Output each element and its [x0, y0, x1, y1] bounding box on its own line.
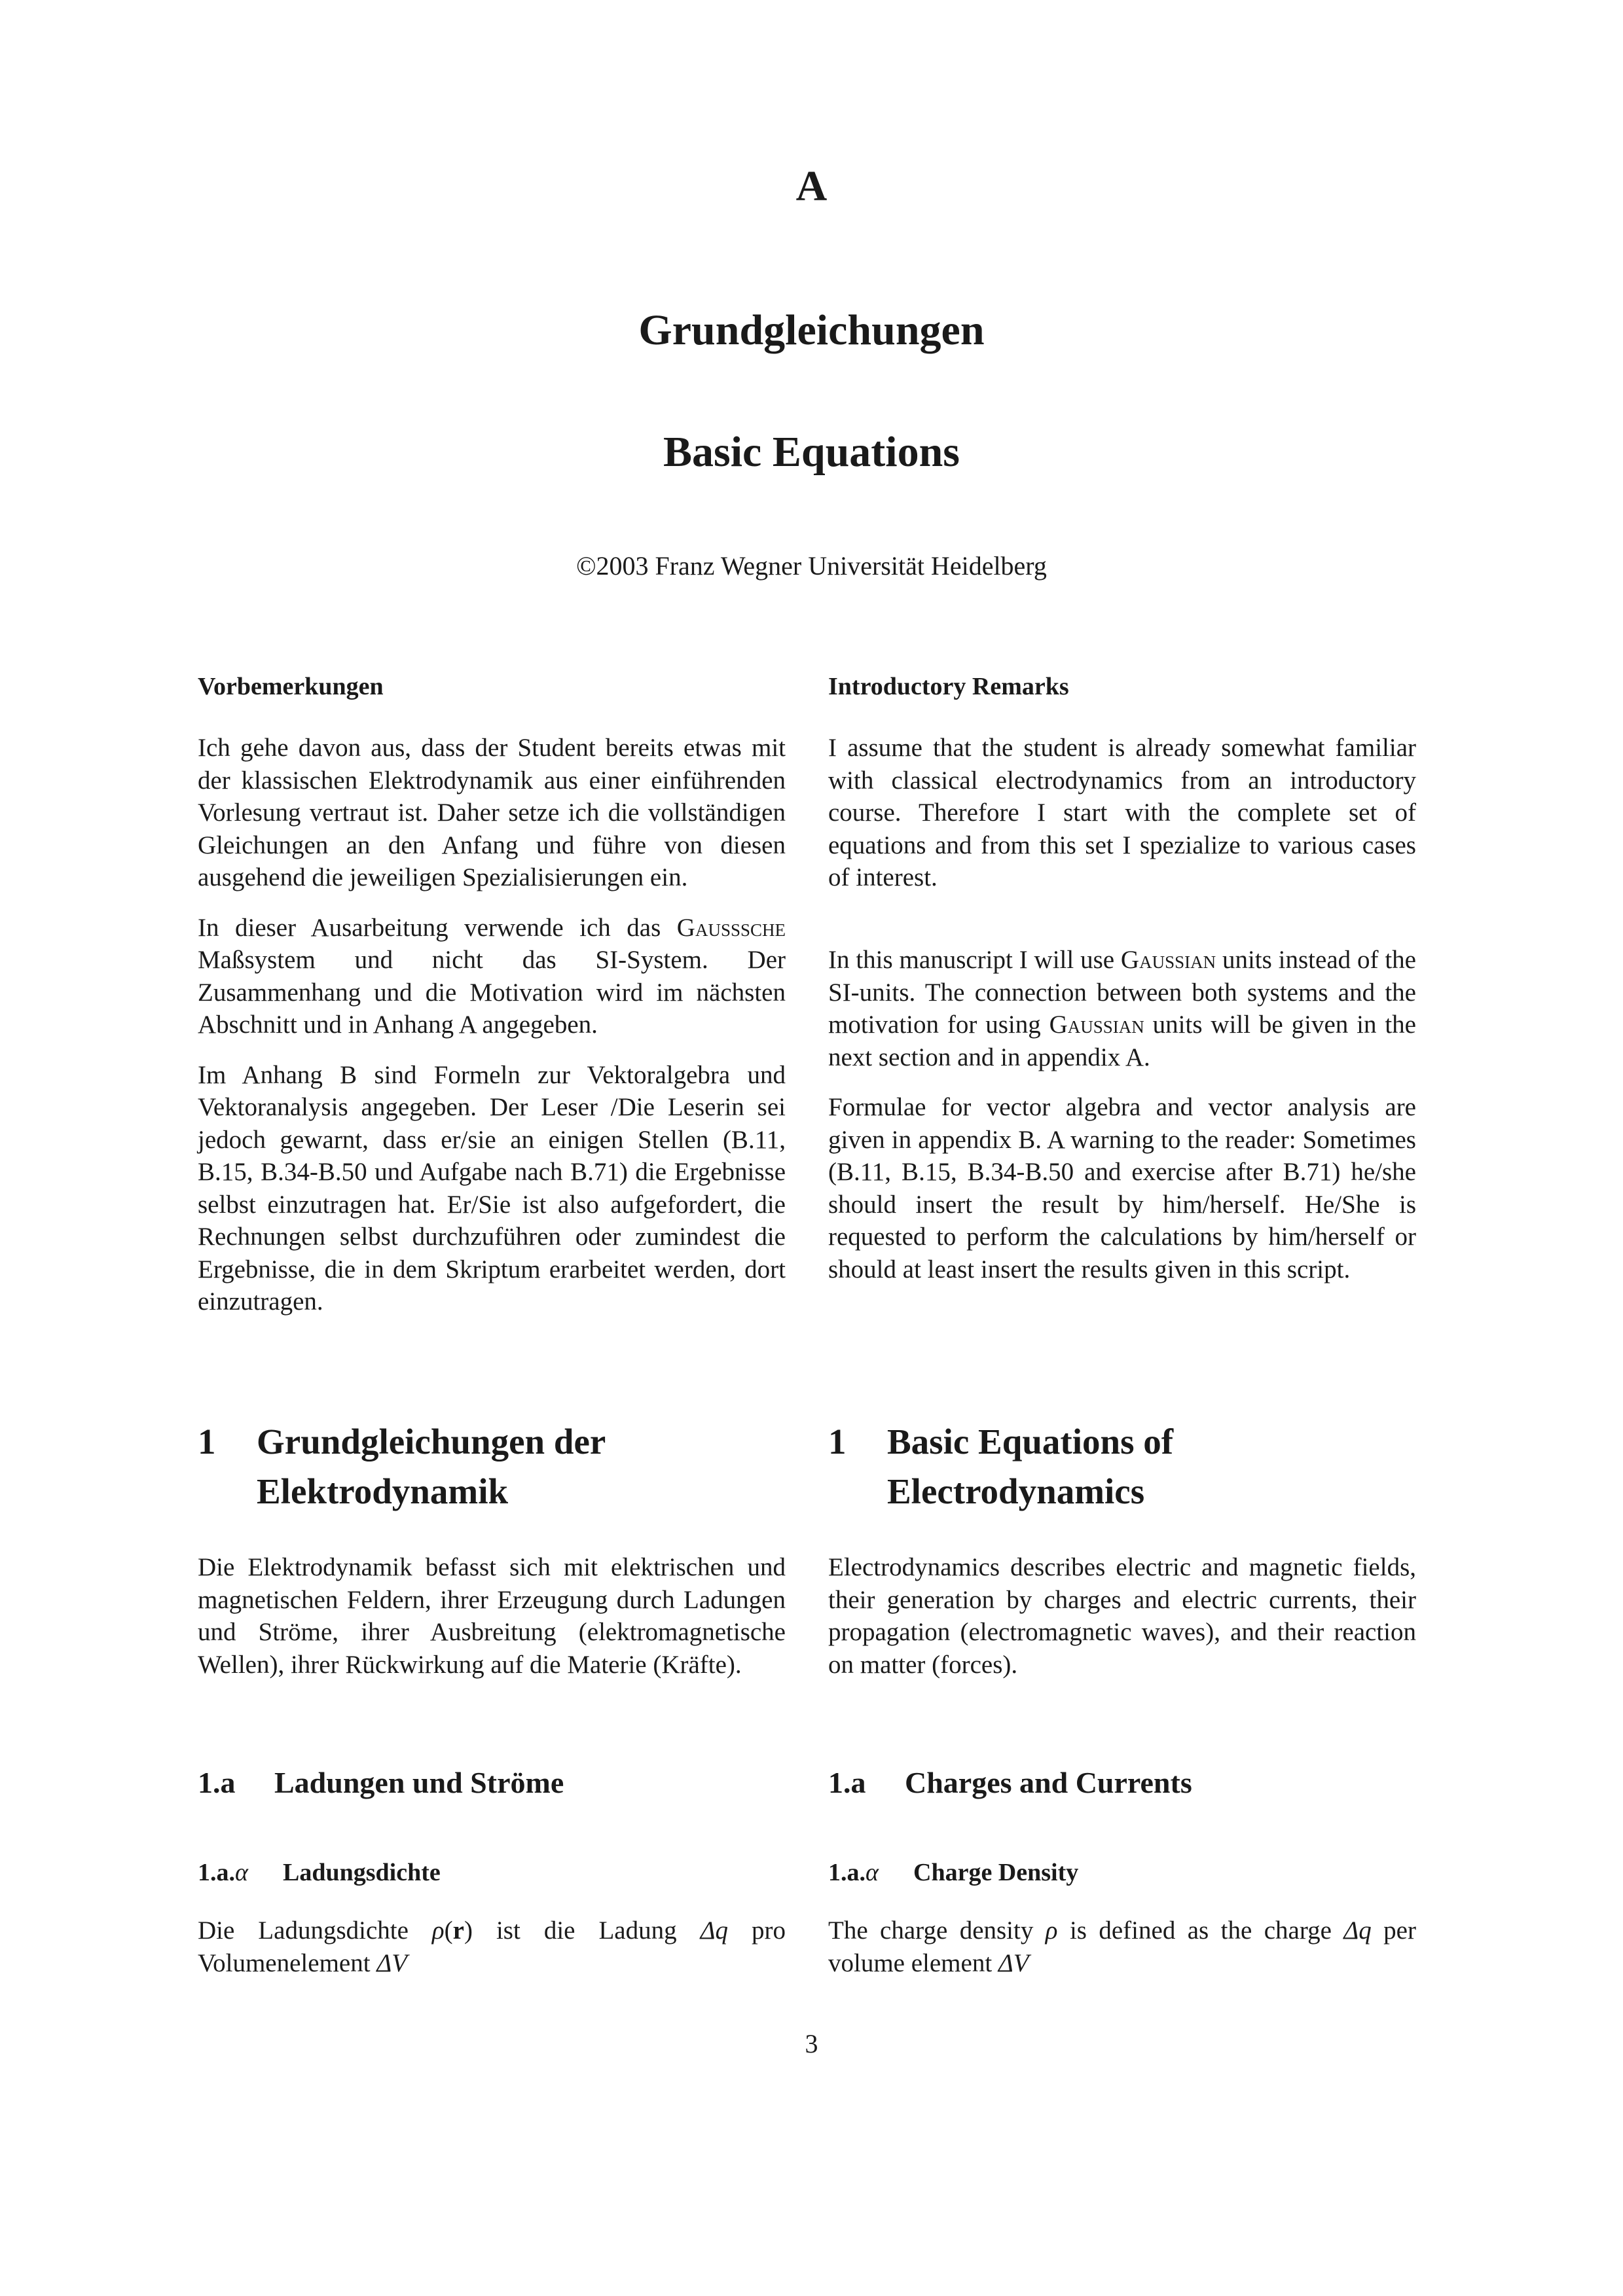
section-title-english: Basic Equations of Electrodynamics: [887, 1422, 1174, 1511]
gaussian-smallcaps-2: Gaussian: [1049, 1011, 1144, 1039]
subsection-number: 1.a: [198, 1766, 236, 1799]
remarks-paragraph-english-3: Formulae for vector algebra and vector analysis are given in appendix B. A warning to the reader: Sometimes (B.11, B.15, B.34-B.50 and exercise after B.71) he/she should insert the result by him/herself. He/She is requested to perform the calculations by him/herself or should at least insert the results given in this script.: [828, 1093, 1416, 1283]
subsection-heading-german: [198, 1768, 786, 1798]
subsection-number: 1.a: [828, 1766, 866, 1799]
charge-density-text-german: Die Ladungsdichte ρ(r) ist die Ladung Δq pro Volumenelement ΔV: [198, 1916, 786, 1977]
subsection-title-german: Ladungen und Ströme: [274, 1766, 564, 1799]
remarks-body-english-cont: [828, 944, 1416, 1285]
section-body-german: Die Elektrodynamik befasst sich mit elektrischen und magnetischen Feldern, ihrer Erzeugung durch Ladungen und Ströme, ihrer Ausbreitung (elektromagnetische Wellen), ihrer Rückwirkung auf die Materie (Kräfte).: [198, 1553, 786, 1679]
remarks-body-german: [198, 732, 786, 1318]
subsection-heading-english: [828, 1768, 1416, 1798]
chapter-title-german: Grundgleichungen: [638, 306, 985, 354]
section-heading-english: [828, 1417, 1416, 1516]
subsubsection-heading-english: [828, 1860, 1416, 1885]
subsection-title-english: Charges and Currents: [905, 1766, 1192, 1799]
subsubsection-heading-german: [198, 1860, 786, 1885]
page-number: 3: [805, 2029, 818, 2058]
remarks-paragraph-german-1: Ich gehe davon aus, dass der Student bereits etwas mit der klassischen Elektrodynamik aus einer einführenden Vorlesung vertraut ist. Daher setze ich die vollständigen Gleichungen an den Anfang und führe von diesen ausgehend die jeweiligen Spezialisierungen ein.: [198, 734, 786, 891]
remarks-body-english: [828, 732, 1416, 894]
charge-density-text-english: The charge density ρ is defined as the charge Δq per volume element ΔV: [828, 1916, 1416, 1977]
remarks-heading-german: Vorbemerkungen: [198, 673, 384, 700]
subsubsection-number: 1.a.α: [198, 1859, 248, 1886]
subsubsection-title-english: Charge Density: [913, 1859, 1079, 1886]
chapter-title-english: Basic Equations: [663, 428, 960, 476]
section-number: 1: [828, 1422, 847, 1462]
remarks-paragraph-english-2: In this manuscript I will use Gaussian units instead of the SI-units. The connection between both systems and the motivation for using Gaussian units will be given in the next section and in appendix A.: [828, 946, 1416, 1071]
gaussian-smallcaps-1: Gaussian: [1120, 946, 1216, 974]
remarks-paragraph-german-3: Im Anhang B sind Formeln zur Vektoralgebra und Vektoranalysis angegeben. Der Leser /Die Leserin sei jedoch gewarnt, dass er/sie an einigen Stellen (B.11, B.15, B.34-B.50 und Aufgabe nach B.71) die Ergebnisse selbst einzutragen hat. Er/Sie ist also aufgefordert, die Rechnungen selbst durchzuführen oder zumindest die Ergebnisse, die in dem Skriptum erarbeitet werden, dort einzutragen.: [198, 1060, 786, 1316]
subsubsection-title-german: Ladungsdichte: [283, 1859, 441, 1886]
section-title-german: Grundgleichungen der Elektrodynamik: [257, 1422, 606, 1511]
chapter-letter: A: [795, 162, 828, 210]
subsubsection-number: 1.a.α: [828, 1859, 879, 1886]
gauss-smallcaps: Gausssche: [676, 913, 786, 942]
remarks-heading-english: Introductory Remarks: [828, 673, 1069, 700]
copyright-line: ©2003 Franz Wegner Universität Heidelberg: [576, 551, 1047, 581]
remarks-paragraph-german-2: In dieser Ausarbeitung verwende ich das Gausssche Maßsystem und nicht das SI-System. Der Zusammenhang und die Motivation wird im nächsten Abschnitt und in Anhang A angegeben.: [198, 913, 786, 1039]
section-body-english: Electrodynamics describes electric and magnetic fields, their generation by charges and electric currents, their propagation (electromagnetic waves), and their reaction on matter (forces).: [828, 1553, 1416, 1679]
remarks-paragraph-english-1: I assume that the student is already somewhat familiar with classical electrodynamics from an introductory course. Therefore I start with the complete set of equations and from this set I spezialize to various cases of interest.: [828, 734, 1416, 891]
section-number: 1: [198, 1422, 216, 1462]
section-heading-german: [198, 1417, 786, 1516]
